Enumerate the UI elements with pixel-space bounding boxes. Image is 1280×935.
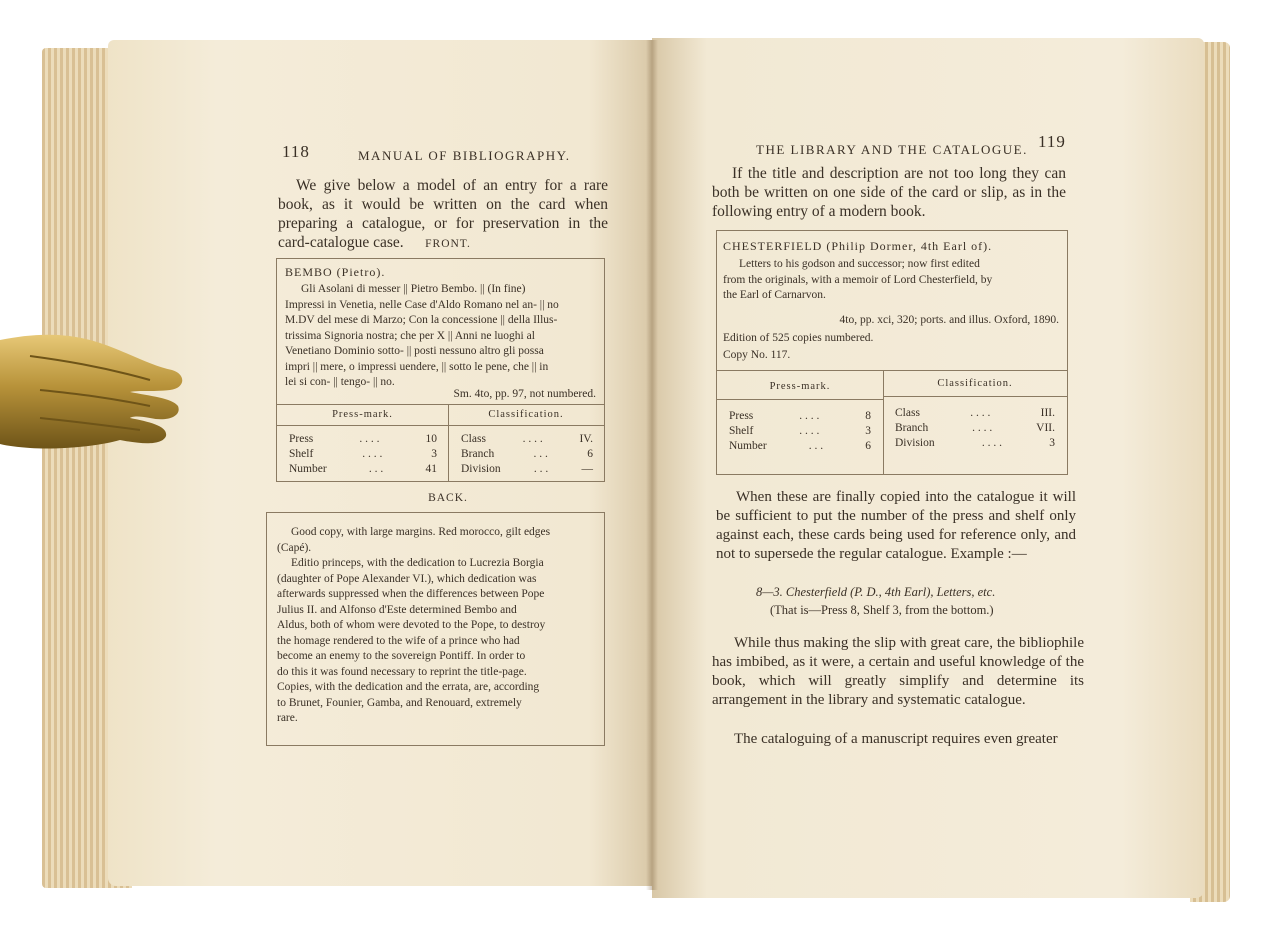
- back-card-line: do this it was found necessary to reprint the title-page.: [277, 665, 527, 678]
- right-page-number: 119: [1038, 132, 1066, 151]
- back-label: BACK.: [428, 492, 468, 504]
- back-card: [266, 512, 605, 746]
- right-page: [652, 38, 1204, 898]
- table-row: Shelf . . . . 3: [729, 425, 871, 437]
- back-card-line: Aldus, both of whom were devoted to the Pope, to destroy: [277, 619, 546, 631]
- table-row: Branch . . . . VII.: [895, 422, 1055, 434]
- card-format: 4to, pp. xci, 320; ports. and illus. Oxford, 1890.: [839, 314, 1059, 326]
- classification-header: Classification.: [937, 378, 1013, 389]
- back-card-line: Editio princeps, with the dedication to Lucrezia Borgia: [291, 557, 544, 569]
- left-running-head: MANUAL OF BIBLIOGRAPHY.: [358, 148, 571, 163]
- table-row: Number . . . 41: [289, 463, 437, 475]
- table-row: Number . . . 6: [729, 440, 871, 452]
- classification-table: [895, 406, 1055, 451]
- example-line-2: (That is—Press 8, Shelf 3, from the bottom.): [770, 603, 994, 617]
- back-card-line: become an enemy to the sovereign Pontiff. In order to: [277, 650, 526, 662]
- right-para-3: While thus making the slip with great care, the bibliophile has imbibed, as it were, a certain and useful knowledge of the book, which will greatly simplify and determine its arrangement in the library and systematic catalogue.: [712, 635, 1084, 708]
- table-row: Class . . . . IV.: [461, 433, 593, 445]
- back-card-line: the homage rendered to the wife of a prince who had: [277, 634, 520, 647]
- press-mark-underline: [717, 399, 883, 400]
- right-intro: If the title and description are not too long they can both be written on one side of the card or slip, as in the following entry of a modern book.: [712, 165, 1066, 220]
- back-card-line: Good copy, with large margins. Red morocco, gilt edges: [291, 526, 551, 538]
- card-line: the Earl of Carnarvon.: [723, 289, 826, 301]
- press-mark-header: Press-mark.: [769, 381, 831, 392]
- chesterfield-card: [716, 230, 1068, 475]
- front-card-line: M.DV del mese di Marzo; Con la concessione || della Illus-: [285, 314, 558, 326]
- card-copy: Copy No. 117.: [723, 349, 791, 361]
- right-para-2: When these are finally copied into the catalogue it will be sufficient to put the number of the press and shelf only against each, these cards being used for reference only, and not to supersede the regular catalogue. Example :—: [716, 489, 1076, 562]
- table-row: Class . . . . III.: [895, 407, 1055, 419]
- table-row: Branch . . . 6: [461, 448, 593, 460]
- table-row: Division . . . —: [461, 463, 593, 475]
- card-line: Letters to his godson and successor; now first edited: [739, 258, 980, 270]
- press-mark-table: [289, 432, 437, 477]
- press-mark-table: [729, 409, 871, 454]
- front-card: [276, 258, 605, 482]
- front-card-body: [285, 282, 601, 391]
- back-card-line: to Brunet, Founier, Gamba, and Renouard, extremely: [277, 696, 522, 709]
- press-mark-header: Press-mark.: [332, 409, 393, 420]
- back-card-body: [277, 525, 597, 727]
- front-card-line: impri || mere, o impressi uendere, || sotto le pene, che || in: [285, 360, 549, 373]
- front-label: FRONT.: [425, 238, 471, 250]
- book-gutter: [646, 40, 658, 890]
- back-card-line: rare.: [277, 712, 298, 724]
- front-card-line: Impressi in Venetia, nelle Case d'Aldo Romano nel an- || no: [285, 298, 559, 311]
- right-para-4: The cataloguing of a manuscript requires even greater: [734, 731, 1058, 747]
- card-body: [723, 257, 1061, 304]
- table-row: Division . . . . 3: [895, 437, 1055, 449]
- left-intro: We give below a model of an entry for a rare book, as it would be written on the card when preparing a catalogue, or for preservation in the card-catalogue case.: [278, 177, 608, 251]
- card-edition: Edition of 525 copies numbered.: [723, 332, 874, 344]
- front-card-heading: BEMBO (Pietro).: [285, 265, 386, 279]
- back-card-line: (Capé).: [277, 541, 312, 554]
- classification-header: Classification.: [488, 409, 564, 420]
- front-card-line: trissima Signoria nostra; che per X || Anni ne luoghi al: [285, 329, 535, 342]
- back-card-line: (daughter of Pope Alexander VI.), which dedication was: [277, 572, 537, 585]
- card-heading: CHESTERFIELD (Philip Dormer, 4th Earl of).: [723, 239, 993, 253]
- back-card-line: afterwards suppressed when the differences between Pope: [277, 588, 545, 600]
- classification-underline: [883, 396, 1067, 397]
- example-line-1: 8—3. Chesterfield (P. D., 4th Earl), Letters, etc.: [756, 585, 996, 599]
- back-card-line: Copies, with the dedication and the errata, are, according: [277, 681, 540, 693]
- front-card-line: Venetiano Dominio sotto- || posti nessuno altro gli possa: [285, 345, 544, 357]
- classification-underline: [448, 425, 604, 426]
- left-page-number: 118: [282, 142, 310, 161]
- back-card-line: Julius II. and Alfonso d'Este determined Bembo and: [277, 603, 517, 616]
- card-line: from the originals, with a memoir of Lord Chesterfield, by: [723, 273, 993, 286]
- brass-hand-icon: [0, 318, 190, 458]
- front-card-divider: [277, 404, 604, 405]
- classification-table: [461, 432, 593, 477]
- front-card-line: Gli Asolani di messer || Pietro Bembo. || (In fine): [301, 283, 526, 295]
- front-card-line: lei si con- || tengo- || no.: [285, 376, 395, 388]
- card-divider: [717, 370, 1067, 371]
- table-row: Press . . . . 8: [729, 410, 871, 422]
- right-running-head: THE LIBRARY AND THE CATALOGUE.: [756, 142, 1028, 157]
- press-mark-underline: [277, 425, 448, 426]
- left-page: [108, 40, 654, 886]
- front-card-format: Sm. 4to, pp. 97, not numbered.: [453, 388, 596, 400]
- table-row: Press . . . . 10: [289, 433, 437, 445]
- table-row: Shelf . . . . 3: [289, 448, 437, 460]
